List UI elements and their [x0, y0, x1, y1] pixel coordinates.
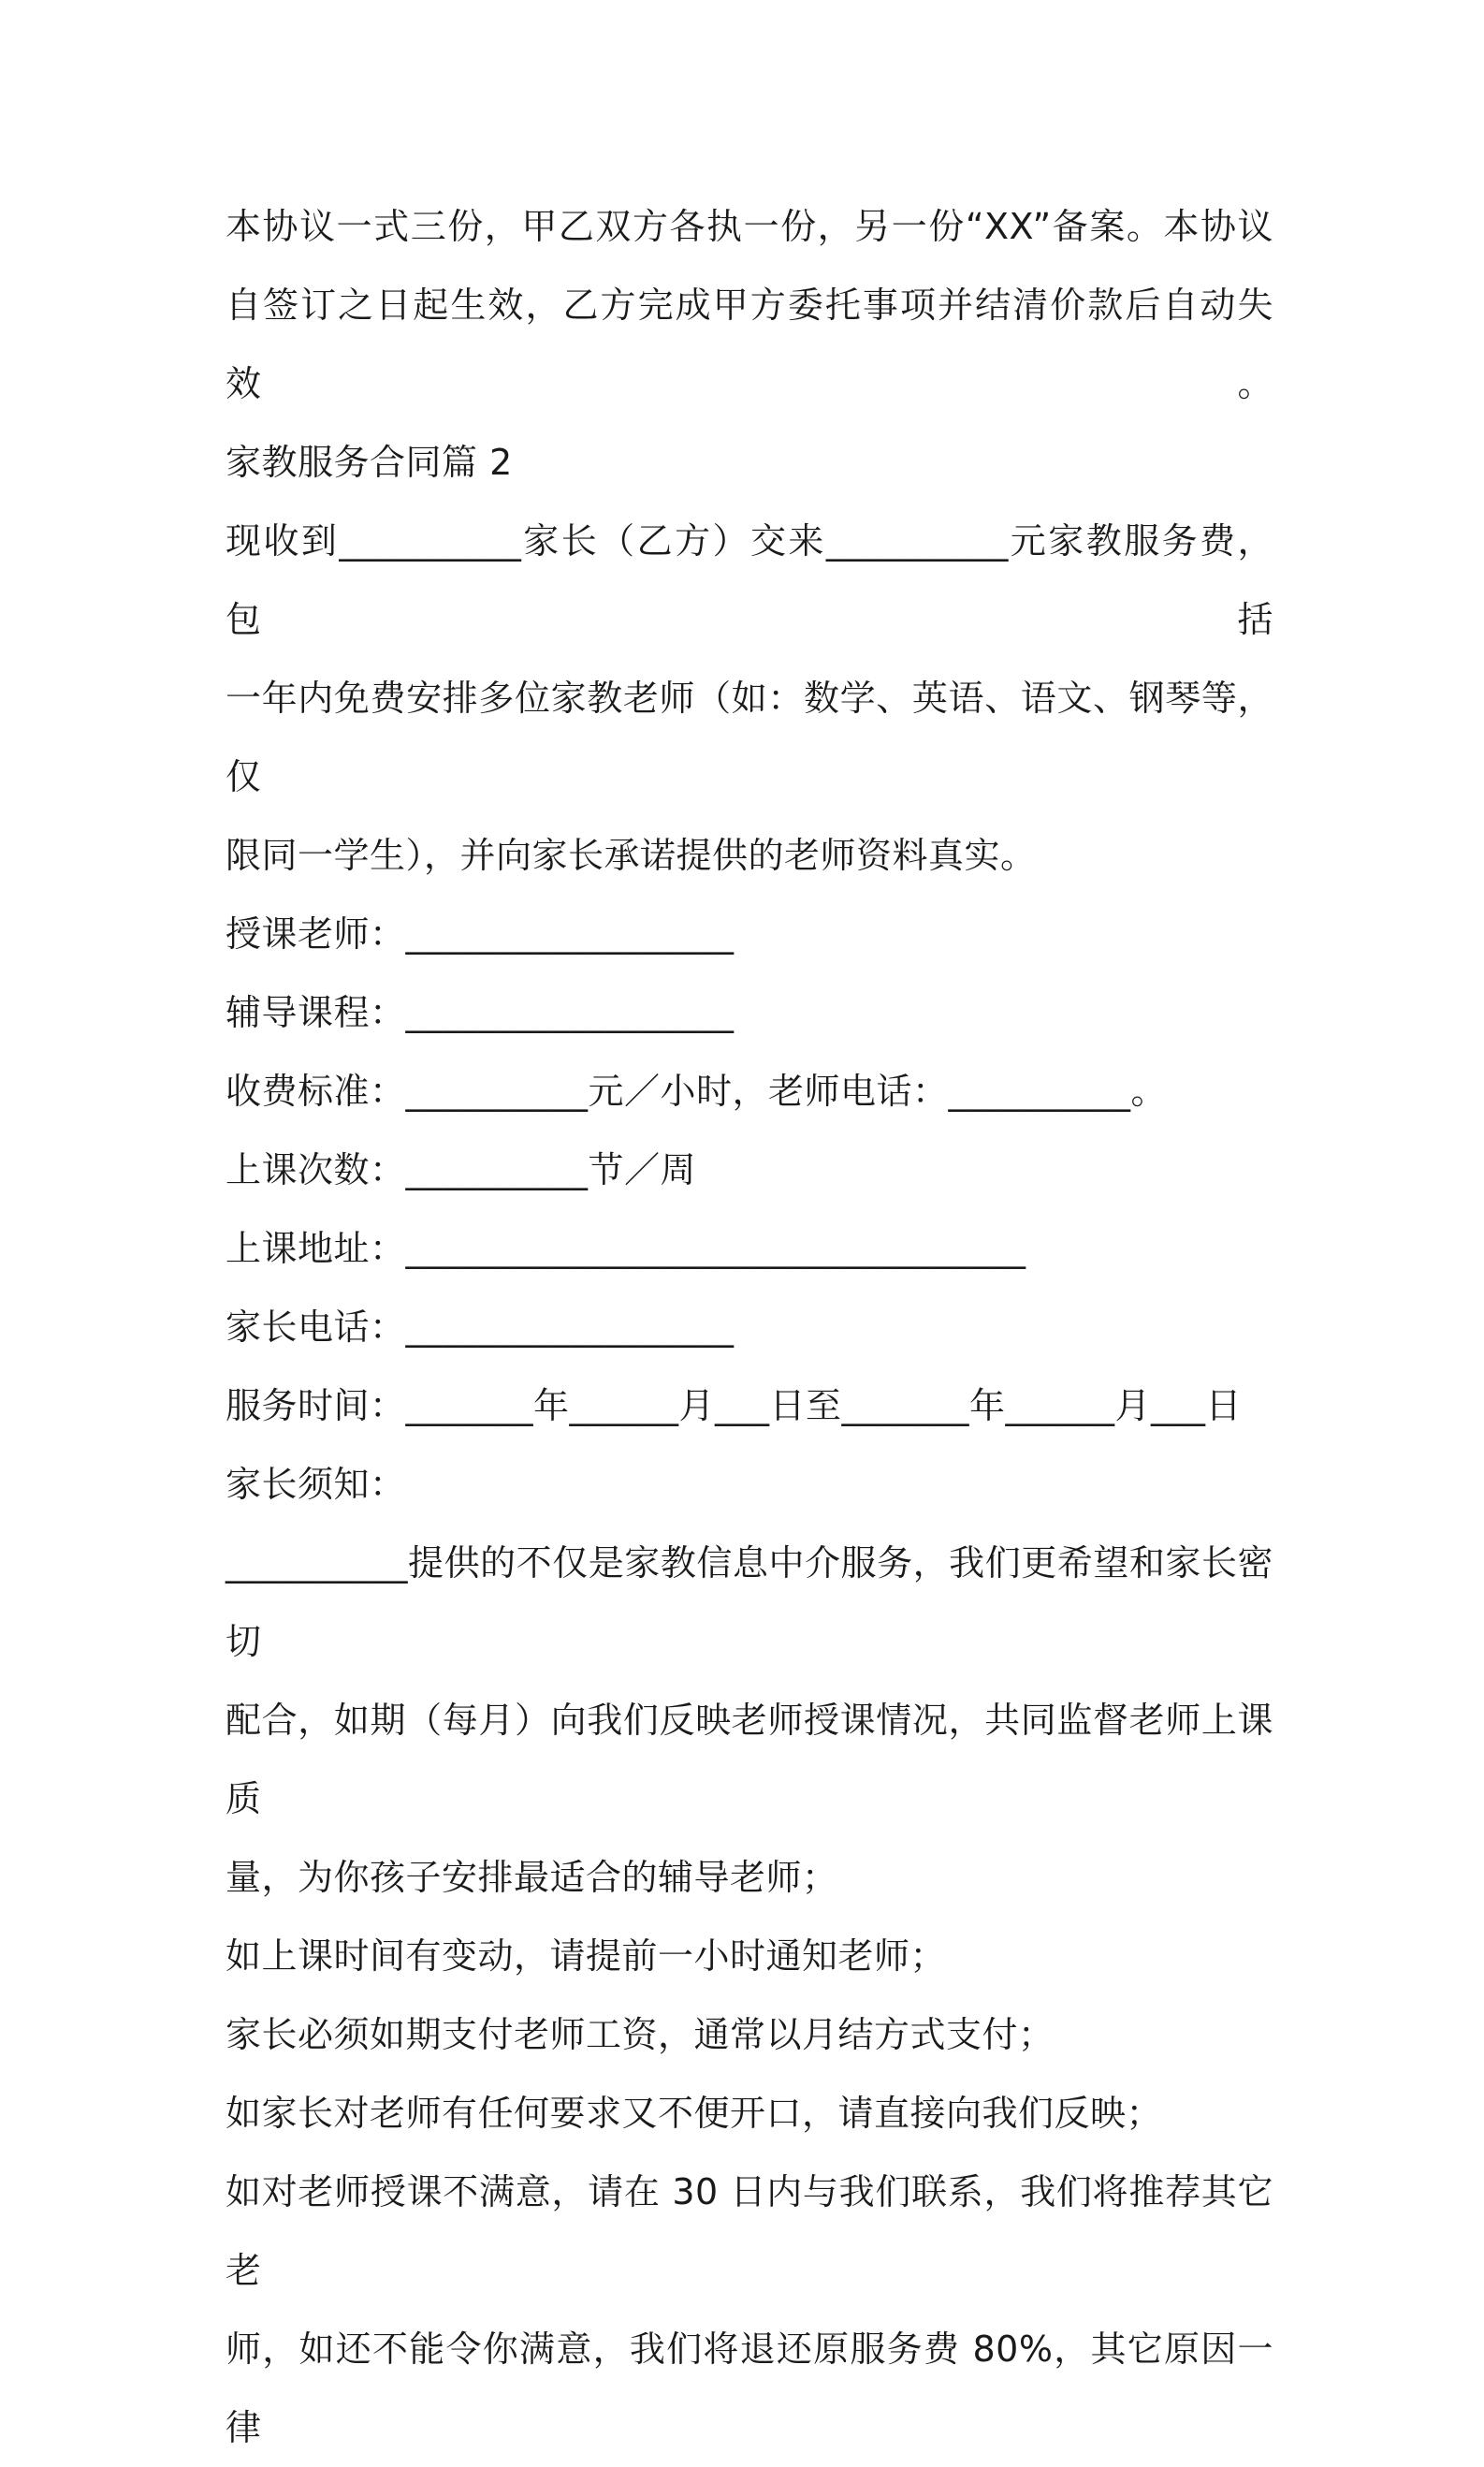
form-field-address: 上课地址：__________________________________ — [226, 1228, 1026, 1269]
paragraph-line: 师，如还不能令你满意，我们将退还原服务费 80%，其它原因一律 — [226, 2328, 1273, 2448]
form-field-sessions: 上课次数：__________节／周 — [226, 1149, 697, 1190]
section-heading: 家教服务合同篇 2 — [226, 442, 513, 483]
paragraph-line: 现收到__________家长（乙方）交来__________元家教服务费，包括 — [226, 520, 1273, 640]
notice-item: 如家长对老师有任何要求又不便开口，请直接向我们反映； — [226, 2093, 1163, 2134]
document-body — [226, 187, 1273, 2467]
paragraph-line: 量，为你孩子安排最适合的辅导老师； — [226, 1857, 838, 1898]
form-field-teacher: 授课老师：__________________ — [226, 913, 735, 955]
paragraph-line: 配合，如期（每月）向我们反映老师授课情况，共同监督老师上课质 — [226, 1700, 1273, 1819]
form-field-service-period: 服务时间：_______年______月___日至_______年______月___日 — [226, 1385, 1243, 1426]
notice-item: 如上课时间有变动，请提前一小时通知老师； — [226, 1935, 947, 1977]
paragraph-line: 本协议一式三份，甲乙双方各执一份，另一份“XX”备案。本协议 — [226, 206, 1273, 247]
notice-heading: 家长须知： — [226, 1464, 406, 1505]
form-field-course: 辅导课程：__________________ — [226, 992, 735, 1033]
paragraph-line: 如对老师授课不满意，请在 30 日内与我们联系，我们将推荐其它老 — [226, 2171, 1273, 2291]
form-field-parent-phone: 家长电话：__________________ — [226, 1306, 735, 1348]
form-field-fee: 收费标准：__________元／小时，老师电话：__________。 — [226, 1071, 1168, 1112]
paragraph-line: __________提供的不仅是家教信息中介服务，我们更希望和家长密切 — [226, 1542, 1273, 1662]
notice-item: 家长必须如期支付老师工资，通常以月结方式支付； — [226, 2014, 1055, 2055]
paragraph-line: 自签订之日起生效，乙方完成甲方委托事项并结清价款后自动失效。 — [226, 285, 1273, 404]
paragraph-line: 限同一学生），并向家长承诺提供的老师资料真实。 — [226, 835, 1037, 876]
paragraph-line: 一年内免费安排多位家教老师（如：数学、英语、语文、钢琴等，仅 — [226, 678, 1273, 797]
